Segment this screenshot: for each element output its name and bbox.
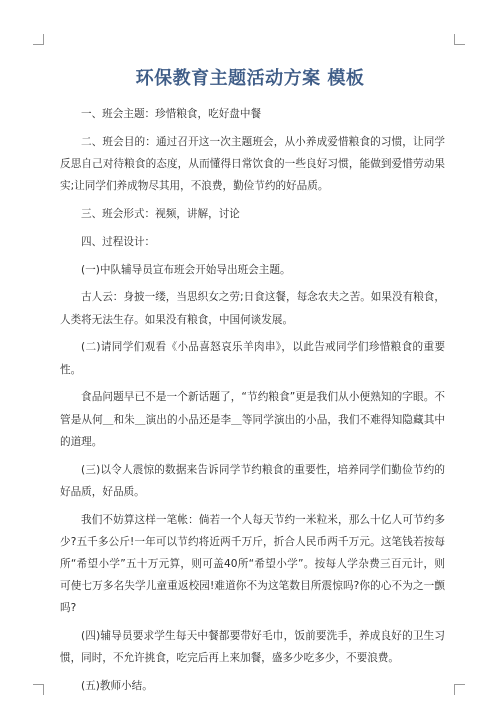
paragraph-calculation: 我们不妨算这样一笔帐：倘若一个人每天节约一米粒米，那么十亿人可节约多少?五千多公斤!一年可以节约将近两千万斤，折合人民币两千万元。这笔钱若按每所“希望小学”五十万元算，则可盖40所“希望小学”。按每人学杂费三百元计，则可使七万多名失学儿童重返校园!难道你不为这笔数目所震惊吗?你的心不为之一颤吗?	[60, 513, 445, 615]
page-corner-mark-top-right	[454, 34, 465, 45]
paragraph-quote: 古人云：身披一缕，当思织女之劳;日食这餐，每念农夫之苦。如果没有粮食，人类将无法生存。如果没有粮食，中国何谈发展。	[60, 291, 445, 326]
paragraph-step-3: (三)以令人震惊的数据来告诉同学节约粮食的重要性，培养同学们勤俭节约的好品质，好品质。	[60, 463, 445, 498]
document-title: 环保教育主题活动方案 模板	[135, 68, 365, 89]
document-body	[60, 103, 445, 703]
paragraph-step-5: (五)教师小结。	[81, 680, 153, 693]
paragraph-theme: 一、班会主题：珍惜粮食，吃好盘中餐	[81, 108, 262, 120]
paragraph-step-1: (一)中队辅导员宣布班会开始导出班会主题。	[81, 263, 291, 276]
paragraph-step-2: (二)请同学们观看《小品喜怒哀乐羊肉串》，以此告戒同学们珍惜粮食的重要性。	[60, 341, 445, 376]
paragraph-format: 三、班会形式：视频，讲解，讨论	[81, 208, 240, 220]
page-corner-mark-top-left	[33, 34, 44, 45]
paragraph-process-heading: 四、过程设计：	[81, 235, 156, 248]
paragraph-purpose: 二、班会目的：通过召开这一次主题班会，从小养成爱惜粮食的习惯，让同学反思自己对待粮食的态度，从而懂得日常饮食的一些良好习惯，能做到爱惜劳动果实;让同学们养成物尽其用，不浪费，勤俭节约的好品质。	[60, 135, 445, 193]
page-corner-mark-bottom-right	[454, 684, 465, 695]
paragraph-food-issue: 食品问题早已不是一个新话题了，“节约粮食”更是我们从小便熟知的字眼。不管是从何＿和朱＿演出的小品还是李＿等同学演出的小品，我们不难得知隐藏其中的道理。	[60, 391, 445, 448]
paragraph-step-4: (四)辅导员要求学生每天中餐都要带好毛巾，饭前要洗手，养成良好的卫生习惯，同时，不允许挑食，吃完后再上来加餐，盛多少吃多少，不要浪费。	[60, 630, 445, 665]
page-corner-mark-bottom-left	[33, 684, 44, 695]
